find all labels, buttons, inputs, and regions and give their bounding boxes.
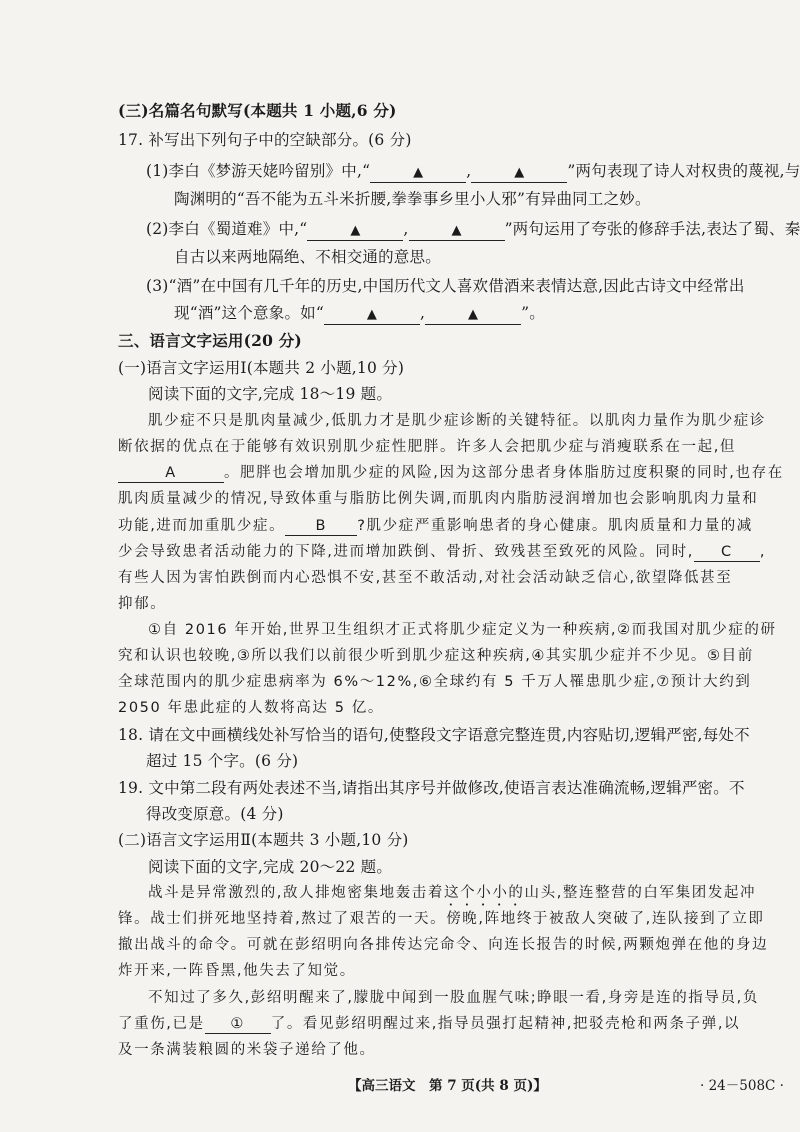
passage-2-line: 战斗是异常激烈的,敌人排炮密集地轰击着这个小小的山头,整连整营的白军集团发起冲 [148,885,757,901]
q17-item-1-suffix: ”两句表现了诗人对权贵的蔑视,与 [567,162,800,180]
comma: , [419,304,426,322]
page-footer: 【高三语文 第 7 页(共 8 页)】 [348,1078,547,1094]
question-18-line: 超过 15 个字。(6 分) [146,752,299,770]
subsection-1-instruction: 阅读下面的文字,完成 18～19 题。 [148,385,393,403]
q17-item-3-prefix: 现“酒”这个意象。如“ [174,304,324,322]
q17-item-2-prefix: (2)李白《蜀道难》中,“ [146,220,308,238]
passage-2-para-2-line: 了重伤,已是 ① 了。看见彭绍明醒过来,指导员强打起精神,把驳壳枪和两条子弹,以 [118,1016,741,1032]
answer-blank[interactable]: ▲ [425,304,521,325]
q17-item-2-suffix: ”两句运用了夸张的修辞手法,表达了蜀、秦 [504,220,800,238]
passage-1-line: 有些人因为害怕跌倒而内心恐惧不安,甚至不敢活动,对社会活动缺乏信心,欲望降低甚至 [118,570,733,586]
answer-blank[interactable]: ▲ [471,162,567,183]
part-title-3: 三、语言文字运用(20 分) [118,331,302,350]
emphasized-text: 这个小小的 [444,885,525,901]
answer-blank-c[interactable]: C [694,543,760,562]
q17-item-3-line-2 [174,303,545,325]
passage-1-line: 肌少症不只是肌肉量减少,低肌力才是肌少症诊断的关键特征。以肌肉力量作为肌少症诊 [148,413,767,429]
answer-blank[interactable]: ▲ [409,220,505,241]
exam-code: · 24－508C · [700,1078,784,1094]
comma: , [466,162,472,180]
subsection-2-instruction: 阅读下面的文字,完成 20～22 题。 [148,858,393,876]
section-title-3: (三)名篇名句默写(本题共 1 小题,6 分) [118,101,397,120]
passage-2-para-2-line: 不知过了多久,彭绍明醒来了,朦胧中闻到一股血腥气味;睁眼一看,身旁是连的指导员,负 [148,990,759,1006]
q17-item-3-suffix: ”。 [521,304,545,322]
subsection-title-1: (一)语言文字运用Ⅰ(本题共 2 小题,10 分) [118,359,405,377]
passage-2-line: 锋。战士们拼死地坚持着,熬过了艰苦的一天。傍晚,阵地终于被敌人突破了,连队接到了立即 [118,911,765,927]
answer-blank-1[interactable]: ① [205,1015,271,1034]
answer-blank-b[interactable]: B [285,517,357,536]
question-18-line: 18. 请在文中画横线处补写恰当的语句,使整段文字语意完整连贯,内容贴切,逻辑严密,每处不 [118,726,750,744]
passage-1-line: 肌肉质量减少的情况,导致体重与脂肪比例失调,而肌肉内脂肪浸润增加也会影响肌肉力量和 [118,491,759,507]
q17-item-1-prefix: (1)李白《梦游天姥吟留别》中,“ [146,162,371,180]
passage-1-para-2-line: 究和认识也较晚,③所以我们以前很少听到肌少症这种疾病,④其实肌少症并不少见。⑤目前 [118,648,754,664]
question-19-line: 19. 文中第二段有两处表述不当,请指出其序号并做修改,使语言表达准确流畅,逻辑严密。不 [118,779,745,797]
passage-1-line: 断依据的优点在于能够有效识别肌少症性肥胖。许多人会把肌少症与消瘦联系在一起,但 [118,439,737,455]
passage-2-line: 撤出战斗的命令。可就在彭绍明向各排传达完命令、向连长报告的时候,两颗炮弹在他的身边 [118,937,769,953]
subsection-title-2: (二)语言文字运用Ⅱ(本题共 3 小题,10 分) [118,831,409,849]
q17-item-1-line-1 [146,161,800,183]
question-19-line: 得改变原意。(4 分) [146,805,284,823]
passage-1-line: 少会导致患者活动能力的下降,进而增加跌倒、骨折、致残甚至致死的风险。同时, C , [118,544,767,560]
passage-1-para-2-line: 全球范围内的肌少症患病率为 6%～12%,⑥全球约有 5 千万人罹患肌少症,⑦预计大约到 [118,674,752,690]
passage-1-line: A 。肥胖也会增加肌少症的风险,因为这部分患者身体脂肪过度积聚的同时,也存在 [118,463,784,483]
answer-blank[interactable]: ▲ [307,220,403,241]
answer-blank-a[interactable]: A [118,464,224,483]
passage-1-line: 抑郁。 [118,596,167,612]
passage-1-line: 功能,进而加重肌少症。 B ?肌少症严重影响患者的身心健康。肌肉质量和力量的减 [118,518,753,534]
passage-2-para-2-line: 及一条满装粮圆的米袋子递给了他。 [118,1042,376,1058]
passage-1-para-2-line: 2050 年患此症的人数将高达 5 亿。 [118,700,384,716]
passage-2-line: 炸开来,一阵昏黑,他失去了知觉。 [118,963,356,979]
answer-blank[interactable]: ▲ [370,162,466,183]
answer-blank[interactable]: ▲ [324,304,420,325]
passage-1-para-2-line: ①自 2016 年开始,世界卫生组织才正式将肌少症定义为一种疾病,②而我国对肌少症的研 [148,622,777,638]
question-17-stem: 17. 补写出下列句子中的空缺部分。(6 分) [118,131,412,149]
q17-item-2-line-2: 自古以来两地隔绝、不相交通的意思。 [174,248,441,266]
comma: , [403,220,409,238]
q17-item-1-line-2: 陶渊明的“吾不能为五斗米折腰,拳拳事乡里小人邪”有异曲同工之妙。 [174,190,651,208]
q17-item-3-line-1: (3)“酒”在中国有几千年的历史,中国历代文人喜欢借酒来表情达意,因此古诗文中经常出 [146,277,745,295]
q17-item-2-line-1 [146,219,800,241]
